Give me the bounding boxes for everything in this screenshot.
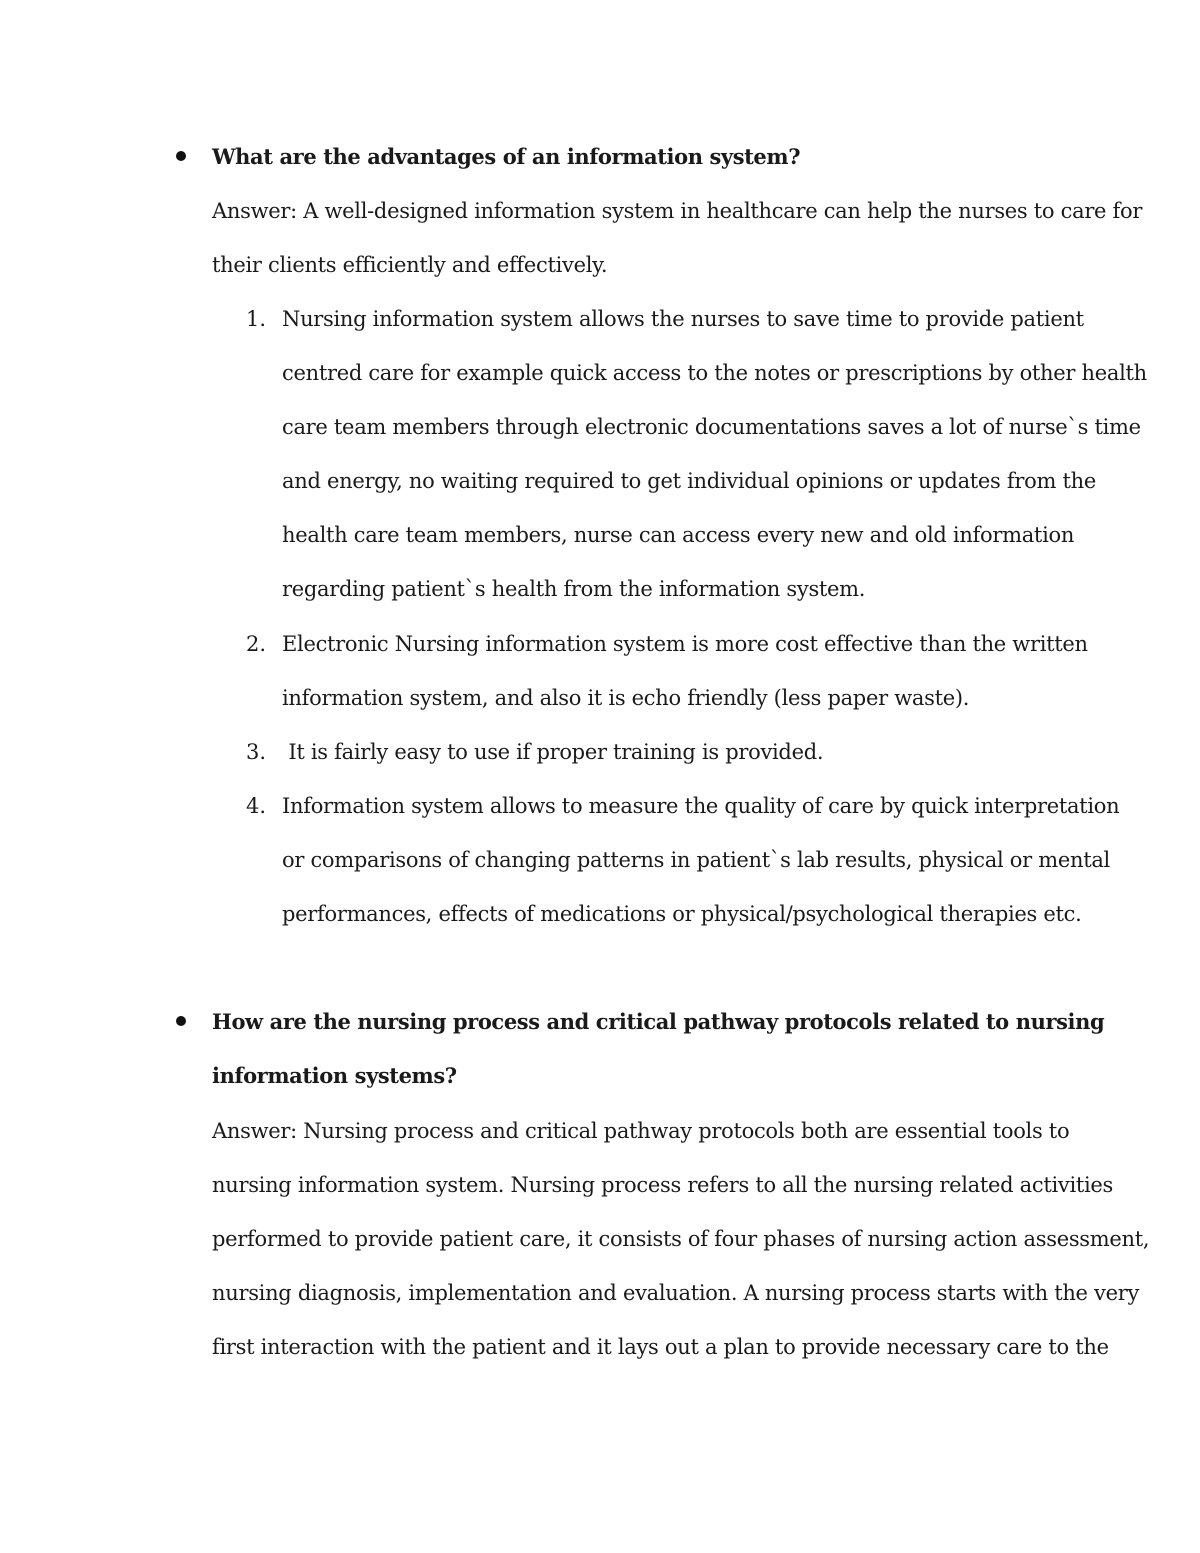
question-heading: How are the nursing process and critical pathway protocols related to nursing <box>212 1009 1105 1034</box>
answer-text: nursing information system. Nursing process refers to all the nursing related activities <box>212 1173 1114 1197</box>
list-number: 3. <box>246 740 267 764</box>
list-item-text: It is fairly easy to use if proper training is provided. <box>282 740 824 764</box>
list-number: 4. <box>246 794 267 818</box>
list-item-text: health care team members, nurse can access every new and old information <box>282 523 1075 547</box>
list-item-text: and energy, no waiting required to get individual opinions or updates from the <box>282 469 1096 493</box>
list-item-text: care team members through electronic documentations saves a lot of nurse`s time <box>282 415 1141 439</box>
answer-text: performed to provide patient care, it consists of four phases of nursing action assessment, <box>212 1227 1150 1251</box>
list-item-text: Electronic Nursing information system is more cost effective than the written <box>282 632 1088 656</box>
list-item-text: regarding patient`s health from the information system. <box>282 577 866 601</box>
bullet-icon <box>176 1016 186 1026</box>
list-item-text: centred care for example quick access to the notes or prescriptions by other health <box>282 361 1147 385</box>
question-heading: information systems? <box>212 1063 457 1088</box>
answer-text: their clients efficiently and effectively. <box>212 253 608 277</box>
answer-text: Answer: A well-designed information system in healthcare can help the nurses to care for <box>212 199 1143 223</box>
answer-text: nursing diagnosis, implementation and evaluation. A nursing process starts with the very <box>212 1281 1140 1305</box>
answer-text: first interaction with the patient and it lays out a plan to provide necessary care to the <box>212 1335 1109 1359</box>
list-number: 1. <box>246 307 267 331</box>
list-item-text: performances, effects of medications or physical/psychological therapies etc. <box>282 902 1082 926</box>
list-item-text: Information system allows to measure the quality of care by quick interpretation <box>282 794 1120 818</box>
question-heading: What are the advantages of an information system? <box>212 144 801 169</box>
list-number: 2. <box>246 632 267 656</box>
answer-text: Answer: Nursing process and critical pathway protocols both are essential tools to <box>212 1119 1070 1143</box>
list-item-text: or comparisons of changing patterns in patient`s lab results, physical or mental <box>282 848 1110 872</box>
bullet-icon <box>176 151 186 161</box>
list-item-text: information system, and also it is echo friendly (less paper waste). <box>282 686 970 710</box>
list-item-text: Nursing information system allows the nurses to save time to provide patient <box>282 307 1084 331</box>
